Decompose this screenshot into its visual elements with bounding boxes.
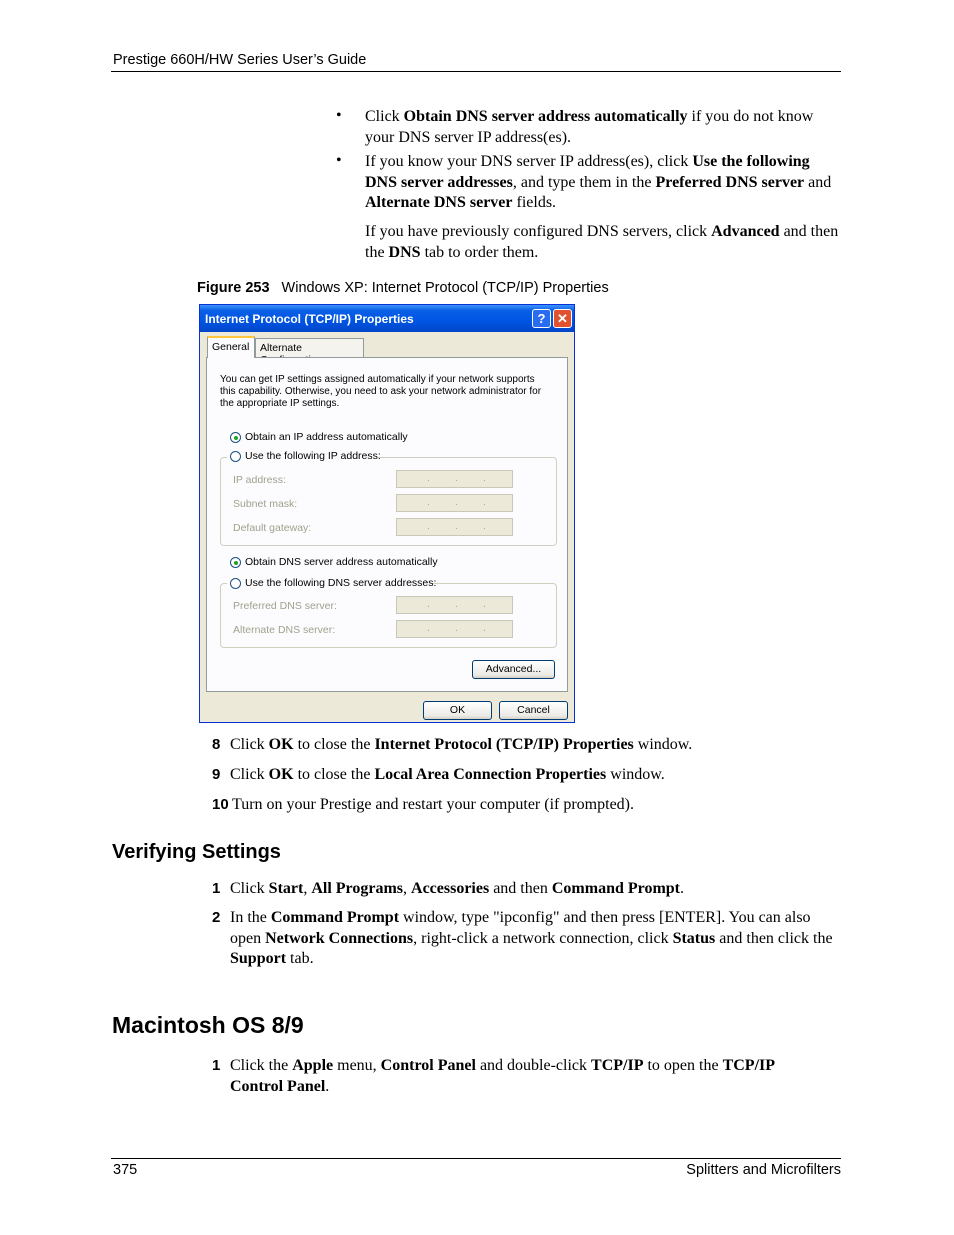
default-gateway-field[interactable]: . . . — [396, 518, 513, 536]
dialog-titlebar — [200, 305, 574, 332]
radio-use-ip-label: Use the following IP address: — [245, 450, 381, 462]
advanced-button[interactable]: Advanced... — [472, 660, 555, 679]
header-rule — [111, 71, 841, 72]
figure-caption: Figure 253 Windows XP: Internet Protocol (TCP/IP) Properties — [197, 280, 609, 296]
tab-general[interactable]: General — [207, 336, 255, 358]
bullet-obtain-dns: Click Obtain DNS server address automatically if you do not know your DNS server IP address(es). — [365, 108, 814, 146]
running-header: Prestige 660H/HW Series User’s Guide — [113, 52, 367, 68]
bullet-mark: • — [336, 107, 342, 124]
tab-alternate-configuration[interactable]: Alternate — [255, 338, 364, 357]
verify-step-1-text: Click Start, All Programs, Accessories and then Command Prompt. — [230, 880, 685, 897]
ip-address-label: IP address: — [233, 474, 286, 486]
radio-obtain-dns-label: Obtain DNS server address automatically — [245, 556, 438, 568]
general-tab-panel — [206, 357, 568, 692]
radio-obtain-dns[interactable] — [230, 557, 241, 568]
step-8-text: Click OK to close the Internet Protocol (TCP/IP) Properties window. — [230, 736, 693, 753]
step-9-text: Click OK to close the Local Area Connection Properties window. — [230, 766, 665, 783]
radio-use-dns[interactable] — [230, 578, 241, 589]
page-number: 375 — [113, 1162, 138, 1178]
preferred-dns-label: Preferred DNS server: — [233, 600, 337, 612]
section-heading-macintosh: Macintosh OS 8/9 — [112, 1012, 304, 1038]
ok-button[interactable]: OK — [423, 701, 492, 720]
subnet-mask-label: Subnet mask: — [233, 498, 298, 510]
bullet-use-dns: If you know your DNS server IP address(es), click Use the following DNS server addresses, and type them in the Preferred DNS server and Alternate DNS server fields. — [365, 153, 832, 211]
section-heading-verifying: Verifying Settings — [112, 841, 281, 863]
footer-section-title: Splitters and Microfilters — [686, 1162, 841, 1178]
radio-use-ip[interactable] — [230, 451, 241, 462]
step-number: 9 — [212, 766, 221, 783]
step-number: 1 — [212, 1057, 221, 1074]
dialog-title: Internet Protocol (TCP/IP) Properties — [205, 312, 414, 326]
default-gateway-label: Default gateway: — [233, 522, 312, 534]
mac-step-1-text: Click the Apple menu, Control Panel and double-click TCP/IP to open the TCP/IP Control Panel. — [230, 1057, 775, 1095]
ip-address-field[interactable]: . . . — [396, 470, 513, 488]
figure-label: Figure 253 — [197, 280, 270, 296]
alternate-dns-label: Alternate DNS server: — [233, 624, 336, 636]
bullet-note-advanced: If you have previously configured DNS servers, click Advanced and then the DNS tab to order them. — [365, 223, 839, 261]
tcpip-properties-dialog — [199, 304, 575, 723]
dns-server-group — [220, 583, 557, 648]
help-icon[interactable]: ? — [532, 309, 551, 328]
step-number: 8 — [212, 736, 221, 753]
footer-rule — [111, 1158, 841, 1159]
verify-step-2-text: In the Command Prompt window, type "ipconfig" and then press [ENTER]. You can also open Network Connections, right-click a network connection, click Status and then click the Support tab. — [230, 909, 833, 967]
step-10-text: Turn on your Prestige and restart your computer (if prompted). — [232, 796, 634, 813]
bullet-mark: • — [336, 152, 342, 169]
radio-obtain-ip[interactable] — [230, 432, 241, 443]
cancel-button[interactable]: Cancel — [499, 701, 568, 720]
preferred-dns-field[interactable]: . . . — [396, 596, 513, 614]
dialog-description: You can get IP settings assigned automatically if your network supports this capability. Otherwise, you need to ask your network administrator for the appropriate IP settings. — [220, 374, 542, 409]
radio-use-dns-label: Use the following DNS server addresses: — [245, 577, 437, 589]
step-number: 2 — [212, 909, 221, 926]
step-number: 1 — [212, 880, 221, 897]
radio-obtain-ip-label: Obtain an IP address automatically — [245, 431, 408, 443]
step-number: 10 — [212, 796, 229, 813]
subnet-mask-field[interactable]: . . . — [396, 494, 513, 512]
close-icon[interactable]: ✕ — [553, 309, 572, 328]
alternate-dns-field[interactable]: . . . — [396, 620, 513, 638]
